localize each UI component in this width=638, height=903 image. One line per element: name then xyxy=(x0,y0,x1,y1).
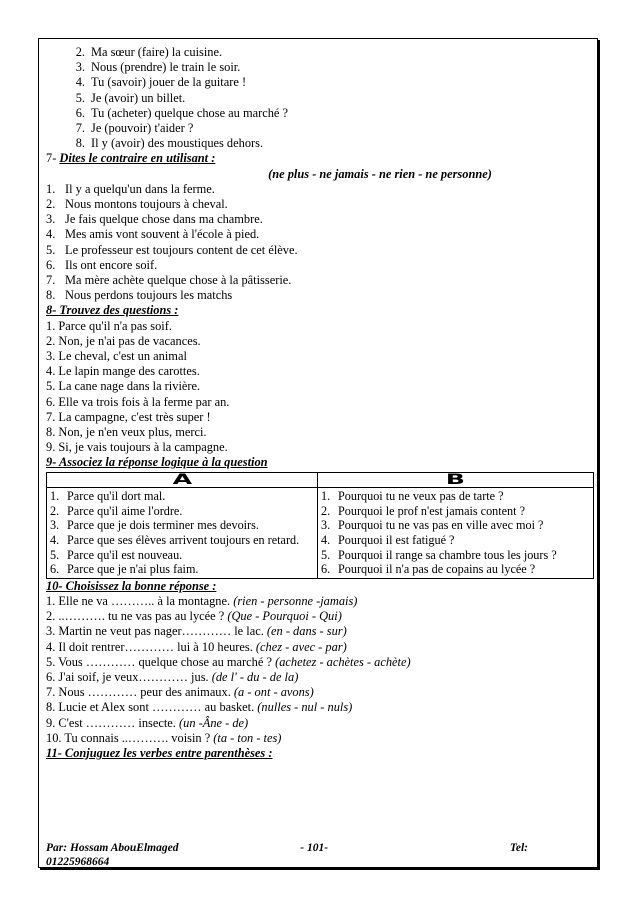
list-item: 7. Je (pouvoir) t'aider ? xyxy=(75,121,194,136)
list-item: 5. Pourquoi il range sa chambre tous les jours ? xyxy=(321,547,557,562)
list-item: 5. La cane nage dans la rivière. xyxy=(46,379,201,394)
list-item: 3. Pourquoi tu ne vas pas en ville avec moi ? xyxy=(321,518,544,533)
column-b-header: B xyxy=(318,472,594,488)
list-item: 2. Pourquoi le prof n'est jamais content ? xyxy=(321,503,525,518)
list-item: 9. C'est ………… insecte. (un -Âne - de) xyxy=(46,715,249,730)
list-item: 6. J'ai soif, je veux………… jus. (de l' - du - de la) xyxy=(46,670,299,685)
footer-phone: 01225968664 xyxy=(46,856,110,868)
list-item: 5. Le professeur est toujours content de cet élève. xyxy=(46,242,298,257)
list-item: 3. Nous (prendre) le train le soir. xyxy=(75,60,241,75)
list-item: 3. Je fais quelque chose dans ma chambre. xyxy=(46,212,263,227)
list-item: 6. Tu (acheter) quelque chose au marché ? xyxy=(75,105,289,120)
list-item: 10. Tu connais ..………. voisin ? (ta - ton - tes) xyxy=(46,730,282,745)
exercise-10-heading: 10- Choisissez la bonne réponse : xyxy=(46,578,217,593)
list-item: 8. Nous perdons toujours les matchs xyxy=(46,288,233,303)
list-item: 1. Parce qu'il n'a pas soif. xyxy=(46,318,172,333)
exercise-11-heading: 11- Conjuguez les verbes entre parenthèses : xyxy=(46,746,273,761)
exercise-7-list xyxy=(46,182,594,304)
exercise-8-list xyxy=(46,319,594,456)
list-item: 3. Martin ne veut pas nager………… le lac. (en - dans - sur) xyxy=(46,624,347,639)
list-item: 2. Nous montons toujours à cheval. xyxy=(46,197,228,212)
list-item: 5. Vous ………… quelque chose au marché ? (achetez - achètes - achète) xyxy=(46,654,411,669)
list-item: 2. ..………. tu ne vas pas au lycée ? (Que - Pourquoi - Qui) xyxy=(46,609,342,624)
list-item: 2. Non, je n'ai pas de vacances. xyxy=(46,333,201,348)
list-item: 5. Parce qu'il est nouveau. xyxy=(50,547,183,562)
list-item: 2. Parce qu'il aime l'ordre. xyxy=(50,503,183,518)
list-item: 8. Il y (avoir) des moustiques dehors. xyxy=(75,136,264,151)
list-item: 7. Nous ………… peur des animaux. (a - ont - avons) xyxy=(46,685,314,700)
column-a-list xyxy=(47,488,318,579)
list-item: 1. Parce qu'il dort mal. xyxy=(50,489,166,504)
exercise-7-heading: 7- Dites le contraire en utilisant : xyxy=(46,151,216,166)
list-item: 8. Lucie et Alex sont ………… au basket. (nulles - nul - nuls) xyxy=(46,700,353,715)
footer-page-number: - 101- xyxy=(300,842,329,854)
list-item: 4. Il doit rentrer………… lui à 10 heures. (chez - avec - par) xyxy=(46,639,347,654)
worksheet-content xyxy=(46,45,594,761)
exercise-6-list xyxy=(46,45,594,151)
exercise-10-list xyxy=(46,594,594,746)
list-item: 6. Ils ont encore soif. xyxy=(46,257,158,272)
list-item: 3. Le cheval, c'est un animal xyxy=(46,349,187,364)
list-item: 1. Il y a quelqu'un dans la ferme. xyxy=(46,181,215,196)
list-item: 7. Ma mère achète quelque chose à la pâtisserie. xyxy=(46,273,292,288)
page-footer xyxy=(46,841,594,869)
list-item: 8. Non, je n'en veux plus, merci. xyxy=(46,425,207,440)
list-item: 4. Pourquoi il est fatigué ? xyxy=(321,533,455,548)
list-item: 3. Parce que je dois terminer mes devoirs. xyxy=(50,518,259,533)
footer-tel-label: Tel: xyxy=(509,842,528,854)
column-b-list xyxy=(318,488,594,579)
list-item: 4. Parce que ses élèves arrivent toujours en retard. xyxy=(50,533,300,548)
list-item: 6. Elle va trois fois à la ferme par an. xyxy=(46,394,230,409)
column-a-header: A xyxy=(47,472,318,488)
list-item: 7. La campagne, c'est très super ! xyxy=(46,409,211,424)
list-item: 1. Pourquoi tu ne veux pas de tarte ? xyxy=(321,489,504,504)
list-item: 5. Je (avoir) un billet. xyxy=(75,90,186,105)
list-item: 4. Mes amis vont souvent à l'école à pied. xyxy=(46,227,260,242)
footer-author: Par: Hossam AbouElmaged xyxy=(46,842,179,854)
list-item: 1. Elle ne va ……….. à la montagne. (rien - personne -jamais) xyxy=(46,594,358,609)
list-item: 9. Si, je vais toujours à la campagne. xyxy=(46,440,228,455)
list-item: 4. Le lapin mange des carottes. xyxy=(46,364,200,379)
association-table xyxy=(46,472,594,579)
exercise-8-heading: 8- Trouvez des questions : xyxy=(46,303,179,318)
exercise-7-subtitle: (ne plus - ne jamais - ne rien - ne personne) xyxy=(268,166,492,181)
list-item: 6. Pourquoi il n'a pas de copains au lycée ? xyxy=(321,562,536,577)
exercise-9-heading: 9- Associez la réponse logique à la question xyxy=(46,455,268,470)
list-item: 6. Parce que je n'ai plus faim. xyxy=(50,562,199,577)
list-item: 4. Tu (savoir) jouer de la guitare ! xyxy=(75,75,247,90)
list-item: 2. Ma sœur (faire) la cuisine. xyxy=(75,45,223,59)
